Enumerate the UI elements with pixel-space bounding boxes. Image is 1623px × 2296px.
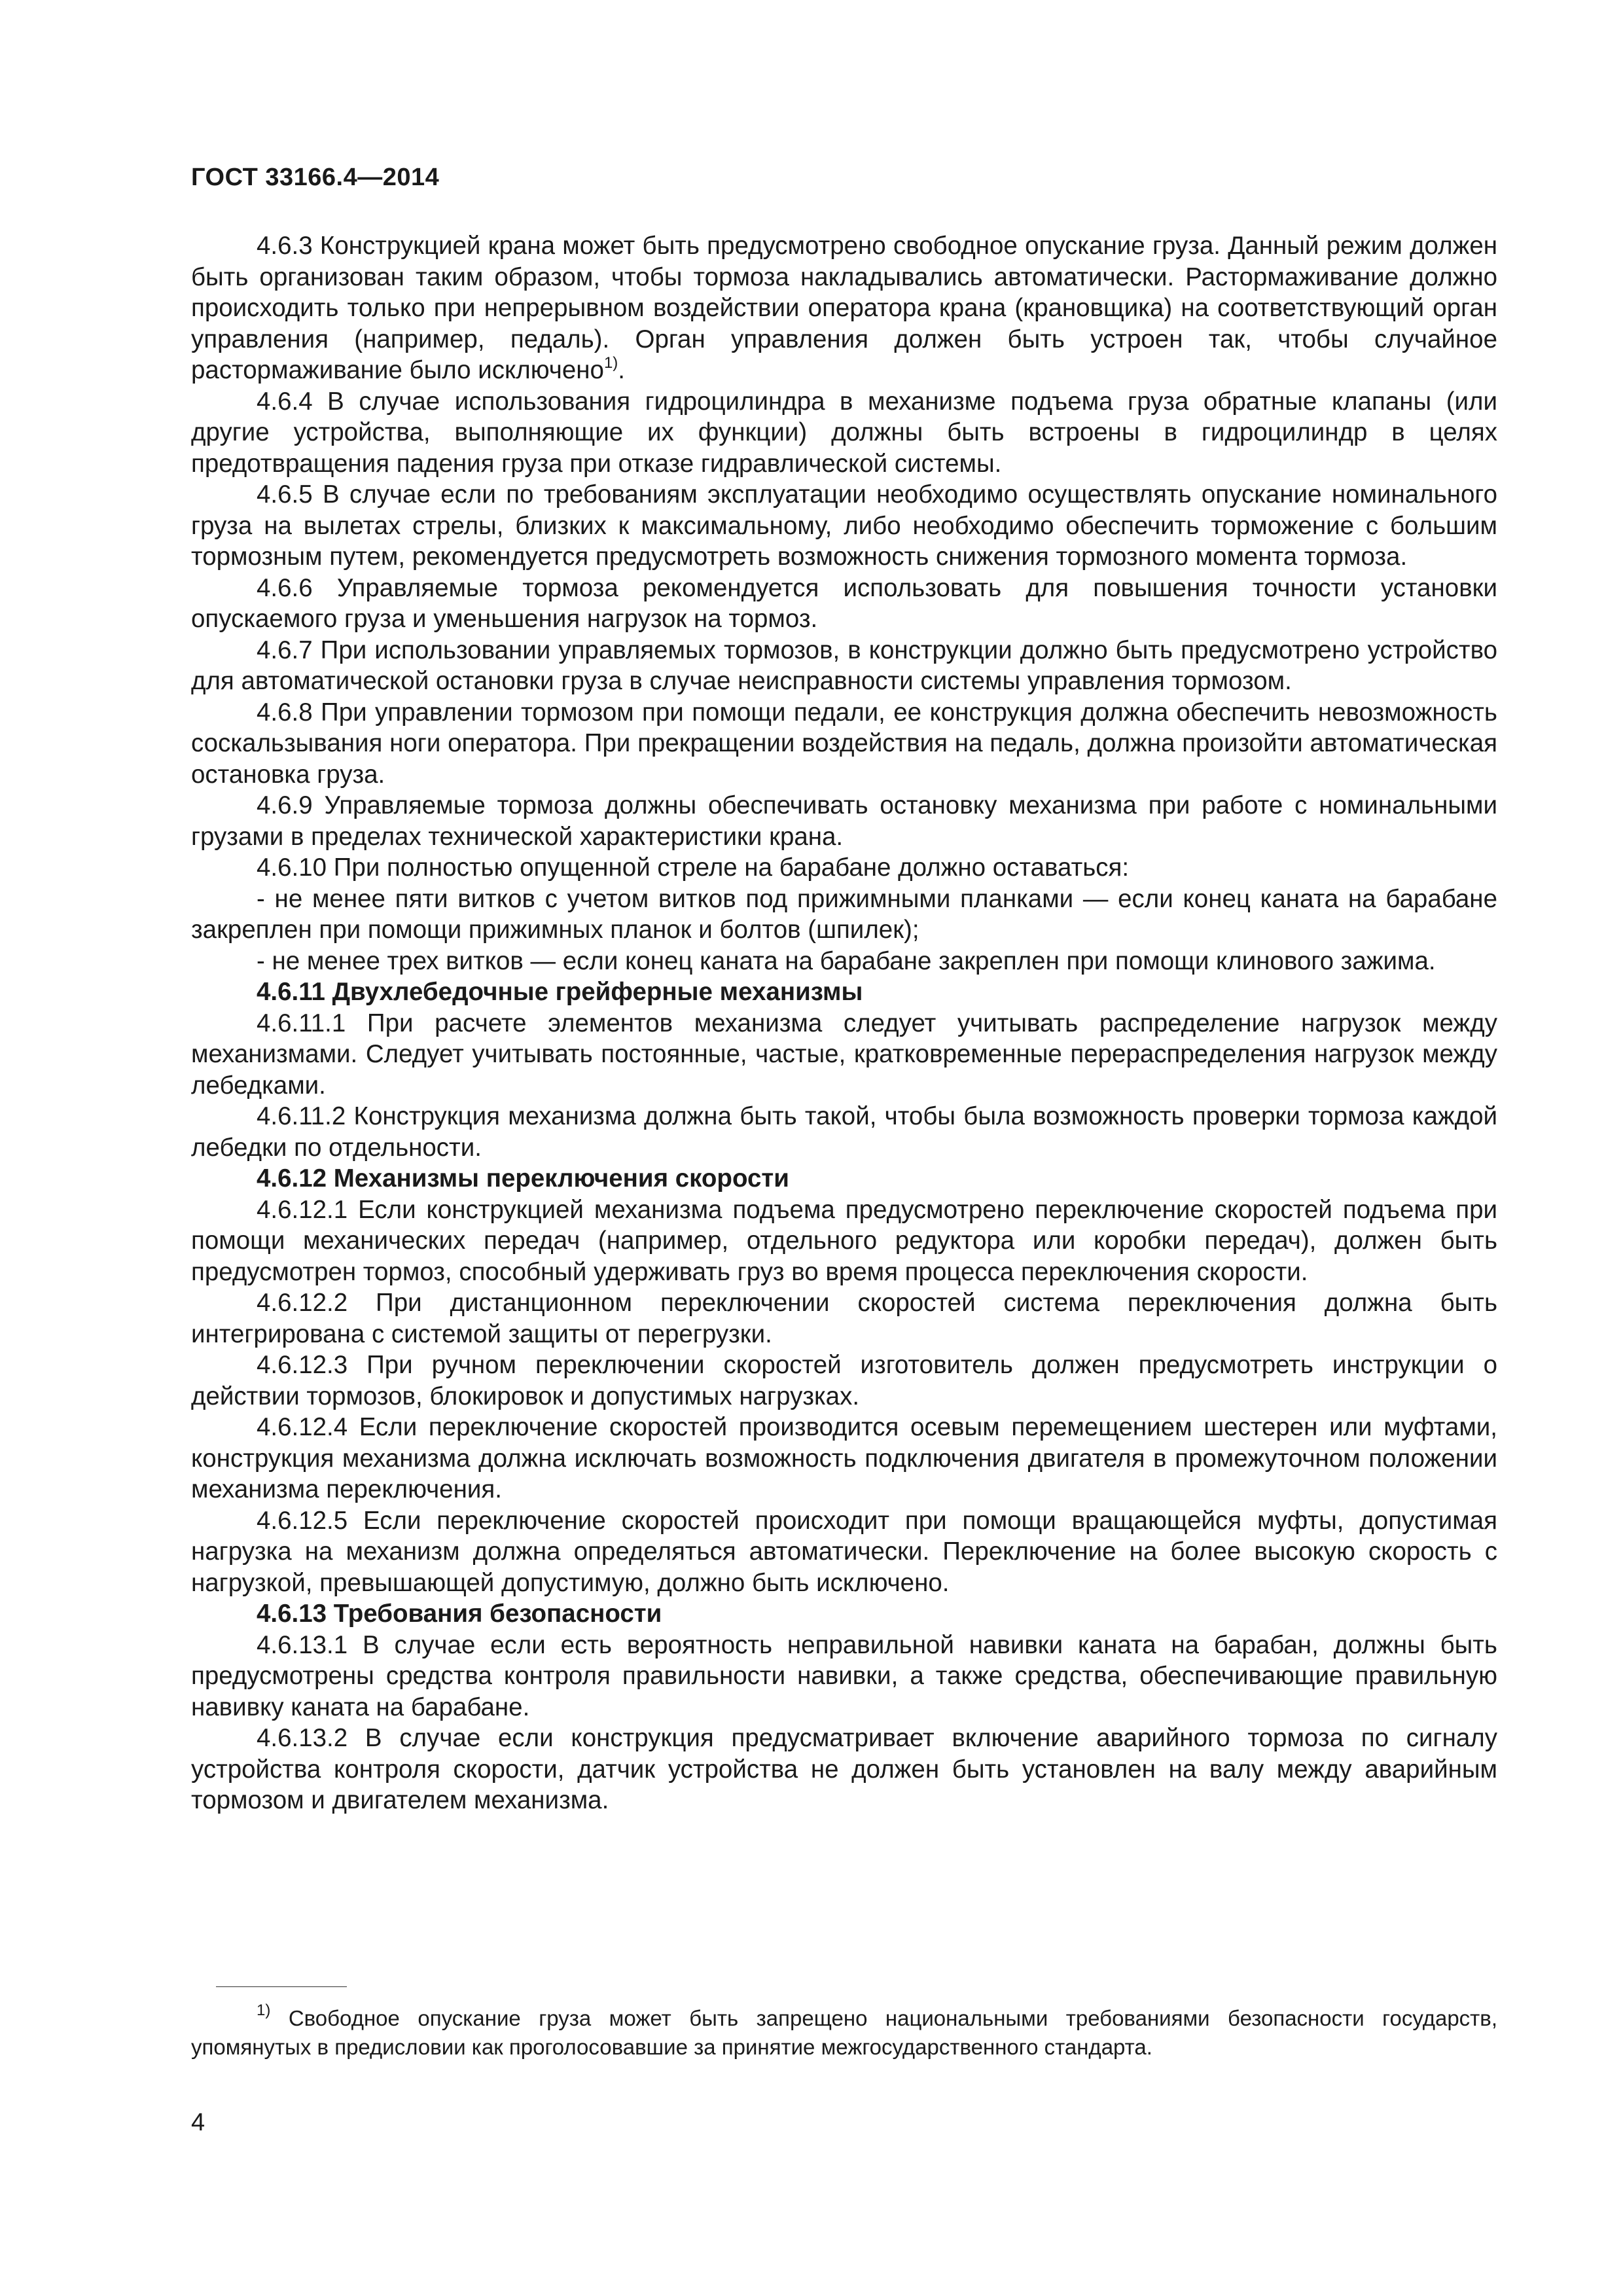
clause-4-6-7: 4.6.7 При использовании управляемых тормозов, в конструкции должно быть предусмотрено устройство для автоматической остановки груза в случае неисправности системы управления тормозом. xyxy=(191,636,1497,695)
clause-4-6-11-2: 4.6.11.2 Конструкция механизма должна быть такой, чтобы была возможность проверки тормоза каждой лебедки по отдельности. xyxy=(191,1102,1497,1162)
clause-4-6-10: 4.6.10 При полностью опущенной стреле на барабане должно оставаться: xyxy=(257,853,1130,882)
clause-4-6-9: 4.6.9 Управляемые тормоза должны обеспечивать остановку механизма при работе с номинальными грузами в пределах технической характеристики крана. xyxy=(191,791,1497,851)
footnote-marker: 1) xyxy=(257,2001,271,2019)
clause-4-6-12-1: 4.6.12.1 Если конструкцией механизма подъема предусмотрено переключение скоростей подъема при помощи механических передач (например, отдельного редуктора или коробки передач), должен быть предусмотрен тормоз, способный удерживать груз во время процесса переключения скорости. xyxy=(191,1195,1497,1286)
clause-4-6-6: 4.6.6 Управляемые тормоза рекомендуется использовать для повышения точности установки опускаемого груза и уменьшения нагрузок на тормоз. xyxy=(191,573,1497,633)
page-number: 4 xyxy=(191,2109,205,2136)
clause-4-6-8: 4.6.8 При управлении тормозом при помощи педали, ее конструкция должна обеспечить невозможность соскальзывания ноги оператора. При прекращении воздействия на педаль, должна произойти автоматическая остановка груза. xyxy=(191,698,1497,789)
footnote-text: Свободное опускание груза может быть запрещено национальными требованиями безопасности государств, упомянутых в предисловии как проголосовавшие за принятие межгосударственного стандарта. xyxy=(191,2006,1497,2059)
clause-4-6-4: 4.6.4 В случае использования гидроцилиндра в механизме подъема груза обратные клапаны (или другие устройства, выполняющие их функции) должны быть встроены в гидроцилиндр в целях предотвращения падения груза при отказе гидравлической системы. xyxy=(191,387,1497,478)
list-item: - не менее пяти витков с учетом витков под прижимными планками — если конец каната на барабане закреплен при помощи прижимных планок и болтов (шпилек); xyxy=(191,884,1497,944)
clause-4-6-12-3: 4.6.12.3 При ручном переключении скоростей изготовитель должен предусмотреть инструкции о действии тормозов, блокировок и допустимых нагрузках. xyxy=(191,1351,1497,1410)
list-item: - не менее трех витков — если конец каната на барабане закреплен при помощи клинового зажима. xyxy=(257,946,1436,975)
clause-4-6-12-5: 4.6.12.5 Если переключение скоростей происходит при помощи вращающейся муфты, допустимая нагрузка на механизм должна определяться автоматически. Переключение на более высокую скорость с нагрузкой, превышающей допустимую, должно быть исключено. xyxy=(191,1506,1497,1597)
clause-4-6-11-1: 4.6.11.1 При расчете элементов механизма следует учитывать распределение нагрузок между механизмами. Следует учитывать постоянные, частые, кратковременные перераспределения нагрузок между лебедками. xyxy=(191,1009,1497,1100)
clause-4-6-3: 4.6.3 Конструкцией крана может быть предусмотрено свободное опускание груза. Данный режим должен быть организован таким образом, чтобы тормоза накладывались автоматически. Растормаживание должно происходить только при непрерывном воздействии оператора крана (крановщика) на соответствующий орган управления (например, педаль). Орган управления должен быть устроен так, чтобы случайное растормаживание было исключено$^{1)}$. xyxy=(191,232,1497,384)
section-heading-4-6-12: 4.6.12 Механизмы переключения скорости xyxy=(257,1164,789,1193)
footnote-ref[interactable]: 1) xyxy=(603,354,618,372)
section-heading-4-6-11: 4.6.11 Двухлебедочные грейферные механизмы xyxy=(257,978,863,1006)
section-heading-4-6-13: 4.6.13 Требования безопасности xyxy=(257,1600,662,1628)
clause-4-6-12-4: 4.6.12.4 Если переключение скоростей производится осевым перемещением шестерен или муфтами, конструкция механизма должна исключать возможность подключения двигателя в промежуточном положении механизма переключения. xyxy=(191,1413,1497,1503)
footnote xyxy=(191,2001,1497,2062)
footnote-divider xyxy=(216,1986,347,1987)
clause-4-6-13-1: 4.6.13.1 В случае если есть вероятность неправильной навивки каната на барабан, должны быть предусмотрены средства контроля правильности навивки, а также средства, обеспечивающие правильную навивку каната на барабане. xyxy=(191,1630,1497,1721)
document-body xyxy=(191,230,1497,1816)
standard-code-header: ГОСТ 33166.4—2014 xyxy=(191,164,440,191)
clause-4-6-5: 4.6.5 В случае если по требованиям эксплуатации необходимо осуществлять опускание номинального груза на вылетах стрелы, близких к максимальному, либо необходимо обеспечить торможение с большим тормозным путем, рекомендуется предусмотреть возможность снижения тормозного момента тормоза. xyxy=(191,480,1497,571)
clause-4-6-12-2: 4.6.12.2 При дистанционном переключении скоростей система переключения должна быть интегрирована с системой защиты от перегрузки. xyxy=(191,1289,1497,1348)
clause-4-6-13-2: 4.6.13.2 В случае если конструкция предусматривает включение аварийного тормоза по сигналу устройства контроля скорости, датчик устройства не должен быть установлен на валу между аварийным тормозом и двигателем механизма. xyxy=(191,1724,1497,1814)
